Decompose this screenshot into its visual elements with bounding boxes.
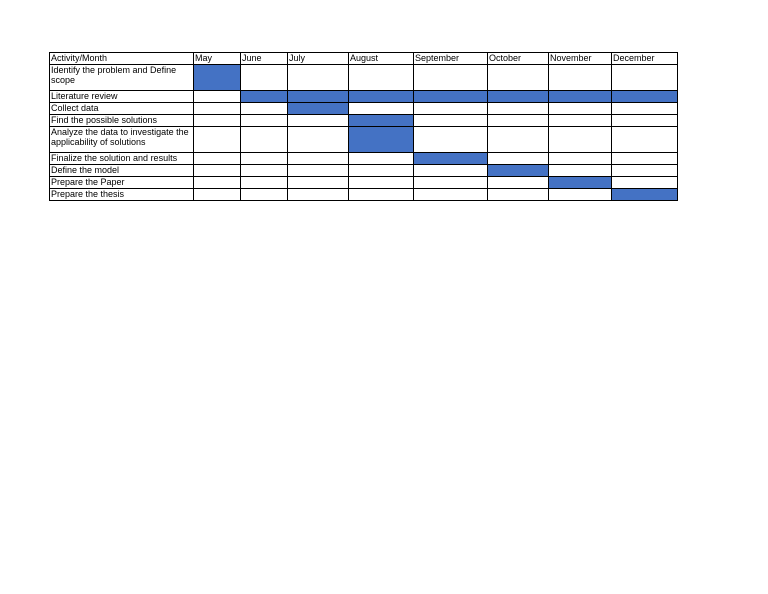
activity-label: Collect data bbox=[50, 103, 194, 115]
schedule-cell-empty bbox=[612, 177, 678, 189]
schedule-cell-empty bbox=[414, 65, 488, 91]
schedule-cell-empty bbox=[612, 165, 678, 177]
activity-label: Identify the problem and Define scope bbox=[50, 65, 194, 91]
schedule-cell-empty bbox=[241, 127, 288, 153]
schedule-cell-empty bbox=[194, 103, 241, 115]
activity-row bbox=[50, 127, 678, 153]
schedule-cell-filled bbox=[488, 91, 549, 103]
schedule-cell-empty bbox=[549, 103, 612, 115]
activity-label: Literature review bbox=[50, 91, 194, 103]
schedule-cell-filled bbox=[549, 91, 612, 103]
schedule-cell-empty bbox=[488, 115, 549, 127]
gantt-schedule-table bbox=[49, 52, 678, 201]
schedule-cell-empty bbox=[349, 177, 414, 189]
activity-row bbox=[50, 115, 678, 127]
schedule-cell-empty bbox=[612, 153, 678, 165]
schedule-cell-empty bbox=[288, 115, 349, 127]
schedule-cell-filled bbox=[349, 115, 414, 127]
activity-row bbox=[50, 165, 678, 177]
month-header: May bbox=[194, 53, 241, 65]
gantt-body bbox=[50, 65, 678, 201]
activity-label: Prepare the Paper bbox=[50, 177, 194, 189]
schedule-cell-empty bbox=[549, 65, 612, 91]
month-header: August bbox=[349, 53, 414, 65]
schedule-cell-empty bbox=[288, 177, 349, 189]
activity-label: Analyze the data to investigate the applicability of solutions bbox=[50, 127, 194, 153]
schedule-cell-empty bbox=[241, 65, 288, 91]
schedule-cell-empty bbox=[288, 65, 349, 91]
schedule-cell-empty bbox=[194, 115, 241, 127]
schedule-cell-filled bbox=[414, 91, 488, 103]
schedule-cell-empty bbox=[288, 127, 349, 153]
activity-row bbox=[50, 103, 678, 115]
activity-row bbox=[50, 65, 678, 91]
activity-label: Prepare the thesis bbox=[50, 189, 194, 201]
schedule-cell-empty bbox=[612, 127, 678, 153]
schedule-cell-empty bbox=[349, 165, 414, 177]
activity-label: Finalize the solution and results bbox=[50, 153, 194, 165]
activity-label: Define the model bbox=[50, 165, 194, 177]
schedule-cell-empty bbox=[194, 127, 241, 153]
month-header: June bbox=[241, 53, 288, 65]
schedule-cell-filled bbox=[349, 127, 414, 153]
schedule-cell-empty bbox=[288, 153, 349, 165]
activity-label: Find the possible solutions bbox=[50, 115, 194, 127]
schedule-cell-empty bbox=[288, 189, 349, 201]
schedule-cell-empty bbox=[612, 65, 678, 91]
schedule-cell-empty bbox=[241, 177, 288, 189]
activity-row bbox=[50, 189, 678, 201]
schedule-cell-empty bbox=[549, 189, 612, 201]
schedule-cell-empty bbox=[414, 165, 488, 177]
schedule-cell-empty bbox=[349, 65, 414, 91]
schedule-cell-empty bbox=[414, 115, 488, 127]
schedule-cell-empty bbox=[194, 177, 241, 189]
schedule-cell-empty bbox=[194, 153, 241, 165]
schedule-cell-empty bbox=[488, 103, 549, 115]
schedule-cell-empty bbox=[194, 91, 241, 103]
schedule-cell-empty bbox=[549, 165, 612, 177]
schedule-cell-empty bbox=[414, 189, 488, 201]
month-header: October bbox=[488, 53, 549, 65]
schedule-cell-empty bbox=[241, 115, 288, 127]
activity-row bbox=[50, 91, 678, 103]
schedule-cell-empty bbox=[241, 189, 288, 201]
schedule-cell-empty bbox=[349, 153, 414, 165]
schedule-cell-filled bbox=[349, 91, 414, 103]
schedule-cell-filled bbox=[612, 189, 678, 201]
schedule-cell-empty bbox=[488, 153, 549, 165]
schedule-cell-empty bbox=[414, 177, 488, 189]
schedule-cell-empty bbox=[241, 165, 288, 177]
schedule-cell-empty bbox=[549, 115, 612, 127]
activity-row bbox=[50, 177, 678, 189]
schedule-cell-empty bbox=[414, 127, 488, 153]
schedule-cell-empty bbox=[349, 189, 414, 201]
schedule-cell-empty bbox=[241, 153, 288, 165]
schedule-cell-filled bbox=[288, 91, 349, 103]
month-header: November bbox=[549, 53, 612, 65]
schedule-cell-empty bbox=[241, 103, 288, 115]
month-header: December bbox=[612, 53, 678, 65]
header-activity-month: Activity/Month bbox=[50, 53, 194, 65]
schedule-cell-filled bbox=[488, 165, 549, 177]
schedule-cell-empty bbox=[194, 189, 241, 201]
schedule-cell-empty bbox=[549, 127, 612, 153]
schedule-cell-empty bbox=[612, 103, 678, 115]
schedule-cell-empty bbox=[288, 165, 349, 177]
activity-row bbox=[50, 153, 678, 165]
schedule-cell-empty bbox=[549, 153, 612, 165]
schedule-cell-empty bbox=[488, 127, 549, 153]
schedule-cell-empty bbox=[194, 165, 241, 177]
schedule-cell-filled bbox=[241, 91, 288, 103]
schedule-cell-filled bbox=[612, 91, 678, 103]
month-header: July bbox=[288, 53, 349, 65]
month-header: September bbox=[414, 53, 488, 65]
schedule-cell-filled bbox=[414, 153, 488, 165]
schedule-cell-empty bbox=[414, 103, 488, 115]
schedule-cell-empty bbox=[612, 115, 678, 127]
header-row bbox=[50, 53, 678, 65]
schedule-cell-empty bbox=[349, 103, 414, 115]
schedule-cell-empty bbox=[488, 65, 549, 91]
schedule-cell-filled bbox=[288, 103, 349, 115]
schedule-cell-empty bbox=[488, 189, 549, 201]
schedule-cell-filled bbox=[194, 65, 241, 91]
schedule-cell-empty bbox=[488, 177, 549, 189]
schedule-cell-filled bbox=[549, 177, 612, 189]
